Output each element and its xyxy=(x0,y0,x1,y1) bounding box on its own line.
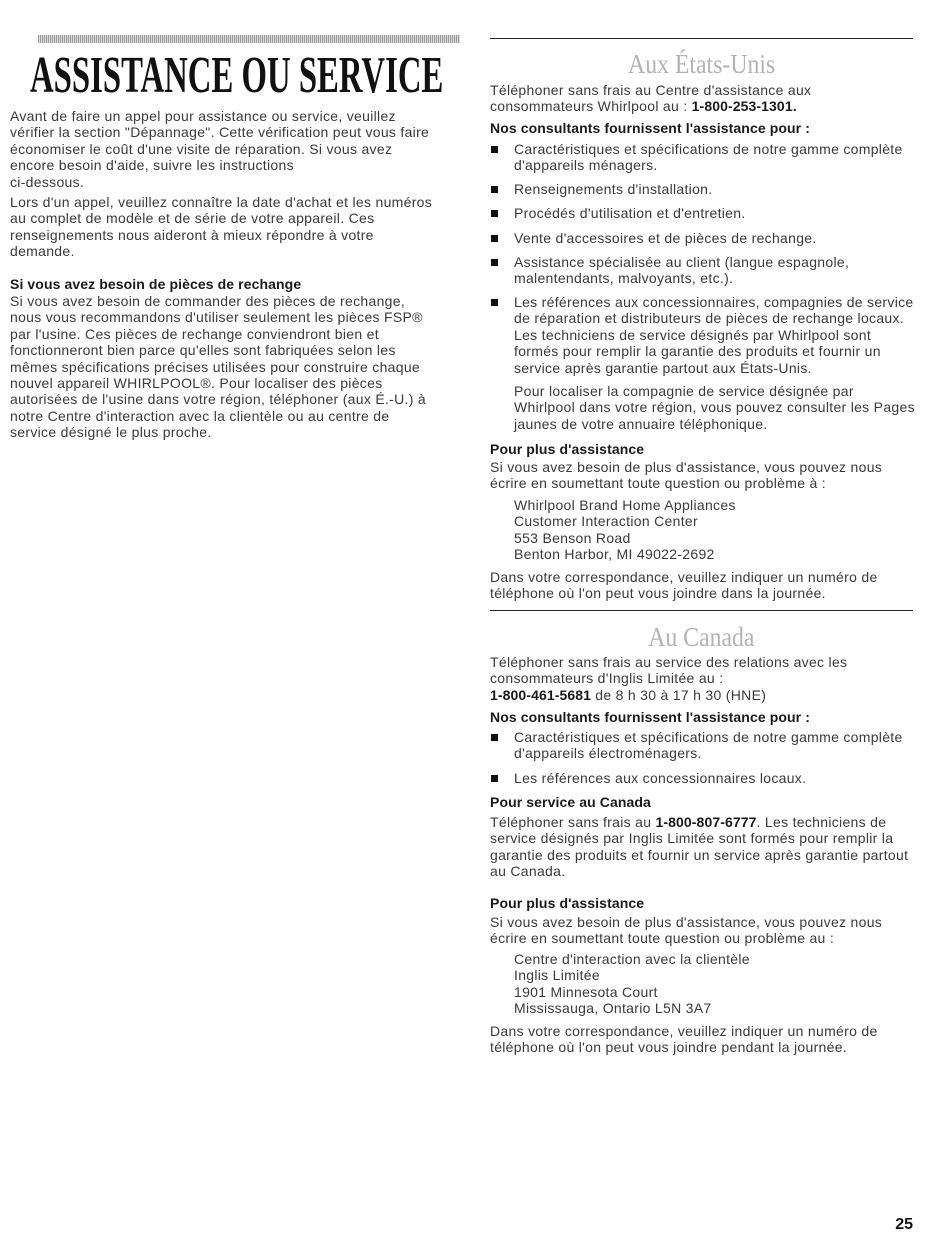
text-line: malentendants, malvoyants, etc.). xyxy=(514,270,734,287)
address-line: 1901 Minnesota Court xyxy=(514,983,658,1000)
text-line: Assistance spécialisée au client (langue espagnole, xyxy=(514,254,850,270)
canada-call-paragraph xyxy=(490,654,847,703)
section-heading-text: Aux États-Unis xyxy=(627,49,776,79)
text-line: téléphone où l'on peut vous joindre dans la journée. xyxy=(490,585,826,602)
text-line: renseignements nous aideront à mieux répondre à votre xyxy=(10,226,374,243)
canada-service-line xyxy=(490,814,908,830)
text-line: Renseignements d'installation. xyxy=(514,181,713,197)
text-line: Vente d'accessoires et de pièces de rechange. xyxy=(514,230,817,246)
intro-paragraph xyxy=(10,108,429,190)
canada-service-text: Téléphoner sans frais au xyxy=(490,814,656,830)
text-line: écrire en soumettant toute question ou problème à : xyxy=(490,475,826,492)
canada-mailing-address xyxy=(514,951,750,1017)
locator-note xyxy=(514,383,915,432)
text-line: Téléphoner sans frais au Centre d'assistance aux xyxy=(490,82,812,98)
text-line: d'appareils électroménagers. xyxy=(514,745,702,762)
text-line: garantie des produits et fournir un service après garantie partout xyxy=(490,846,909,863)
page-title: ASSISTANCE OU SERVICE xyxy=(30,47,444,104)
section-divider xyxy=(490,610,913,611)
square-bullet-icon xyxy=(491,299,498,306)
text-line: au complet de modèle et de série de votre appareil. Ces xyxy=(10,210,375,227)
canada-service-phone: 1-800-807-6777 xyxy=(655,814,757,830)
list-item xyxy=(490,141,903,174)
canada-more-help-heading: Pour plus d'assistance xyxy=(490,895,645,911)
section-heading-text: Au Canada xyxy=(648,622,755,652)
text-line: Les techniciens de service désignés par Whirlpool sont xyxy=(514,326,872,343)
usa-call-paragraph xyxy=(490,82,811,115)
text-line: Si vous avez besoin de commander des pièces de rechange, xyxy=(10,293,406,309)
text-line: Caractéristiques et spécifications de notre gamme complète xyxy=(514,729,903,745)
text-line: service après garantie partout aux États-Unis. xyxy=(514,359,812,376)
title-decor-bar xyxy=(38,35,460,43)
list-item xyxy=(490,181,712,197)
text-line: Dans votre correspondance, veuillez indiquer un numéro de xyxy=(490,1023,878,1039)
text-line: ci-dessous. xyxy=(10,173,85,190)
usa-call-line xyxy=(490,98,811,114)
parts-heading: Si vous avez besoin de pièces de rechange xyxy=(10,276,302,292)
canada-service-text: . Les techniciens de xyxy=(756,814,887,830)
text-line: Les références aux concessionnaires, compagnies de service xyxy=(514,294,914,310)
canada-call-line xyxy=(490,687,847,703)
call-info-paragraph xyxy=(10,194,432,260)
canada-call-hours: de 8 h 30 à 17 h 30 (HNE) xyxy=(591,686,767,703)
text-line: économiser le coût d'une visite de réparation. Si vous avez xyxy=(10,140,393,157)
text-line: demande. xyxy=(10,243,75,260)
usa-more-help-heading: Pour plus d'assistance xyxy=(490,441,645,457)
list-item xyxy=(490,230,817,246)
text-line: Procédés d'utilisation et d'entretien. xyxy=(514,205,746,221)
usa-mailing-address xyxy=(514,497,736,563)
text-line: Pour localiser la compagnie de service désignée par xyxy=(514,383,854,399)
address-line: Mississauga, Ontario L5N 3A7 xyxy=(514,1000,712,1017)
text-line: Avant de faire un appel pour assistance ou service, veuillez xyxy=(10,108,396,124)
section-heading-usa xyxy=(490,49,913,79)
parts-paragraph xyxy=(10,293,426,441)
address-line: Customer Interaction Center xyxy=(514,513,698,530)
canada-service-paragraph xyxy=(490,814,908,880)
section-divider xyxy=(490,38,913,39)
text-line: nouvel appareil WHIRLPOOL®. Pour localiser des pièces xyxy=(10,374,383,391)
text-line: écrire en soumettant toute question ou problème au : xyxy=(490,930,835,947)
usa-more-help-paragraph xyxy=(490,459,882,492)
usa-phone-number: 1-800-253-1301. xyxy=(691,98,797,115)
usa-services-heading: Nos consultants fournissent l'assistance pour : xyxy=(490,120,810,136)
text-line: Caractéristiques et spécifications de notre gamme complète xyxy=(514,141,903,157)
square-bullet-icon xyxy=(491,146,498,153)
square-bullet-icon xyxy=(491,734,498,741)
text-line: au Canada. xyxy=(490,863,566,880)
square-bullet-icon xyxy=(491,210,498,217)
address-line: Inglis Limitée xyxy=(514,967,600,984)
text-line: autorisées de l'usine dans votre région, téléphoner (aux É.-U.) à xyxy=(10,391,426,408)
list-item xyxy=(490,294,914,376)
text-line: formés pour remplir la garantie des produits et fournir un xyxy=(514,343,881,360)
list-item xyxy=(490,205,746,221)
text-line: d'appareils ménagers. xyxy=(514,157,658,174)
text-line: de réparation et distributeurs de pièces de rechange locaux. xyxy=(514,310,905,327)
text-line: Les références aux concessionnaires locaux. xyxy=(514,770,807,786)
square-bullet-icon xyxy=(491,775,498,782)
address-line: Whirlpool Brand Home Appliances xyxy=(514,497,736,513)
address-line: 553 Benson Road xyxy=(514,529,631,546)
text-line: Dans votre correspondance, veuillez indiquer un numéro de xyxy=(490,569,878,585)
section-heading-canada xyxy=(490,622,913,652)
address-line: Benton Harbor, MI 49022-2692 xyxy=(514,546,715,563)
square-bullet-icon xyxy=(491,259,498,266)
text-line: Si vous avez besoin de plus d'assistance, vous pouvez nous xyxy=(490,914,883,930)
text-line: encore besoin d'aide, suivre les instructions xyxy=(10,157,294,174)
text-line: Whirlpool dans votre région, vous pouvez consulter les Pages xyxy=(514,399,915,416)
text-line: jaunes de votre annuaire téléphonique. xyxy=(514,415,768,432)
text-line: Lors d'un appel, veuillez connaître la date d'achat et les numéros xyxy=(10,194,433,210)
page-number: 25 xyxy=(895,1216,913,1233)
text-line: fonctionneront bien parce qu'elles sont fabriquées selon les xyxy=(10,342,396,359)
usa-call-text: consommateurs Whirlpool au : xyxy=(490,98,692,115)
square-bullet-icon xyxy=(491,186,498,193)
text-line: service désignés par Inglis Limitée sont formés pour remplir la xyxy=(490,830,894,847)
list-item xyxy=(490,729,903,762)
text-line: nous vous recommandons d'utiliser seulement les pièces FSP® xyxy=(10,309,423,326)
canada-service-heading: Pour service au Canada xyxy=(490,794,651,810)
square-bullet-icon xyxy=(491,235,498,242)
canada-correspondence-note xyxy=(490,1023,878,1056)
text-line: notre Centre d'interaction avec la clientèle ou au centre de xyxy=(10,407,390,424)
canada-services-heading: Nos consultants fournissent l'assistance pour : xyxy=(490,709,810,725)
text-line: Téléphoner sans frais au service des relations avec les xyxy=(490,654,848,670)
list-item xyxy=(490,254,849,287)
text-line: consommateurs d'Inglis Limitée au : xyxy=(490,670,724,687)
text-line: mêmes spécifications précises utilisées pour construire chaque xyxy=(10,358,421,375)
text-line: téléphone où l'on peut vous joindre pendant la journée. xyxy=(490,1039,847,1056)
text-line: service désigné le plus proche. xyxy=(10,424,212,441)
canada-phone-number: 1-800-461-5681 xyxy=(490,686,592,703)
text-line: par l'usine. Ces pièces de rechange conviendront bien et xyxy=(10,325,379,342)
address-line: Centre d'interaction avec la clientèle xyxy=(514,951,750,967)
text-line: vérifier la section "Dépannage". Cette vérification peut vous faire xyxy=(10,124,430,141)
list-item xyxy=(490,770,806,786)
canada-more-help-paragraph xyxy=(490,914,882,947)
text-line: Si vous avez besoin de plus d'assistance, vous pouvez nous xyxy=(490,459,883,475)
usa-correspondence-note xyxy=(490,569,878,602)
